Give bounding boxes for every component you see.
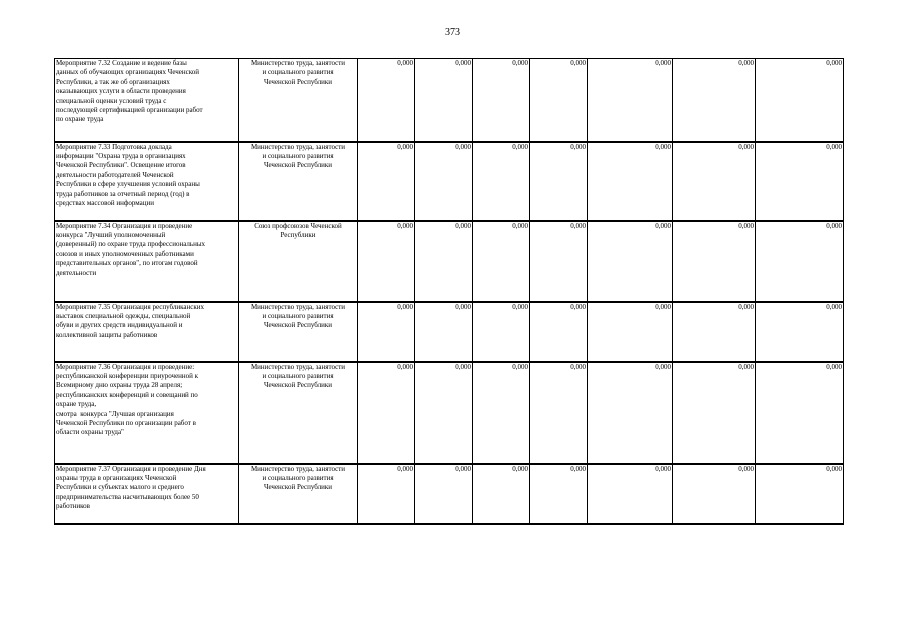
measure-description-line: Чеченской Республики по организации работ в xyxy=(56,418,196,427)
measure-description-line: деятельности работодателей Чеченской xyxy=(56,170,174,179)
funding-value-cell: 0,000 xyxy=(588,59,673,142)
measure-description-line: Республики в сфере улучшения условий охраны xyxy=(56,180,200,189)
executor-line: Чеченской Республики xyxy=(263,161,333,170)
funding-value-cell: 0,000 xyxy=(673,221,756,302)
funding-value-cell: 0,000 xyxy=(415,302,473,362)
funding-value-cell: 0,000 xyxy=(358,142,415,221)
funding-value-cell: 0,000 xyxy=(756,362,844,464)
measure-description-line: области охраны труда" xyxy=(56,428,124,437)
measure-description-cell xyxy=(55,221,239,302)
funding-value-cell: 0,000 xyxy=(473,59,530,142)
table-row xyxy=(55,464,844,524)
executor-line: Чеченской Республики xyxy=(263,381,333,390)
executor-line: и социального развития xyxy=(262,151,334,160)
table-row xyxy=(55,142,844,221)
measure-description-cell xyxy=(55,362,239,464)
measure-description-line: средствах массовой информации xyxy=(56,198,155,207)
funding-value-cell: 0,000 xyxy=(673,464,756,524)
measure-description-line: Республики и субъектах малого и среднего xyxy=(56,483,184,492)
executor-cell xyxy=(239,142,358,221)
measure-description-line: последующей сертификацией организации работ xyxy=(56,106,203,115)
measure-description-line: конкурса "Лучший уполномоченный xyxy=(56,230,166,239)
measure-description-line: специальной оценки условий труда с xyxy=(56,96,167,105)
measure-description-line: Мероприятие 7.36 Организация и проведение: xyxy=(56,362,195,371)
funding-value-cell: 0,000 xyxy=(588,362,673,464)
measure-description-line: республиканских конференций и совещаний по xyxy=(56,390,198,399)
measure-description-line: Мероприятие 7.34 Организация и проведение xyxy=(56,221,193,230)
table-row xyxy=(55,362,844,464)
funding-value-cell: 0,000 xyxy=(756,59,844,142)
measure-description-line: работников xyxy=(56,502,90,511)
funding-value-cell: 0,000 xyxy=(473,302,530,362)
measure-description-line: Чеченской Республики". Освещение итогов xyxy=(56,161,186,170)
executor-line: Министерство труда, занятости xyxy=(250,464,346,473)
executor-line: Союз профсоюзов Чеченской xyxy=(254,221,342,230)
funding-value-cell: 0,000 xyxy=(588,302,673,362)
funding-value-cell: 0,000 xyxy=(530,302,588,362)
executor-line: Чеченской Республики xyxy=(263,321,333,330)
page-number: 373 xyxy=(445,27,460,38)
measure-description-cell xyxy=(55,302,239,362)
measure-description-line: (доверенный) по охране труда профессиональных xyxy=(56,240,206,249)
table-row xyxy=(55,59,844,142)
measure-description-line: представительных органов", по итогам годовой xyxy=(56,259,198,268)
funding-value-cell: 0,000 xyxy=(358,362,415,464)
funding-value-cell: 0,000 xyxy=(588,464,673,524)
funding-value-cell: 0,000 xyxy=(756,302,844,362)
measure-description-line: информации "Охрана труда в организациях xyxy=(56,151,186,160)
executor-line: Министерство труда, занятости xyxy=(250,362,346,371)
measure-description-line: предпринимательства насчитывающих более 50 xyxy=(56,492,199,501)
funding-value-cell: 0,000 xyxy=(588,142,673,221)
funding-value-cell: 0,000 xyxy=(415,221,473,302)
executor-line: и социального развития xyxy=(262,371,334,380)
measure-description-line: Всемирному дню охраны труда 28 апреля; xyxy=(56,381,183,390)
measure-description-line: по охране труда xyxy=(56,115,104,124)
executor-line: Чеченской Республики xyxy=(263,483,333,492)
measure-description-line: оказывающих услуги в области проведения xyxy=(56,87,186,96)
measure-description-line: выставок специальной одежды, специальной xyxy=(56,311,191,320)
funding-value-cell: 0,000 xyxy=(756,464,844,524)
funding-value-cell: 0,000 xyxy=(756,142,844,221)
measure-description-line: республиканской конференции приуроченной к xyxy=(56,371,199,380)
funding-value-cell: 0,000 xyxy=(530,464,588,524)
funding-value-cell: 0,000 xyxy=(756,221,844,302)
measure-description-line: данных об обучающих организациях Чеченской xyxy=(56,68,200,77)
measure-description-cell xyxy=(55,142,239,221)
funding-value-cell: 0,000 xyxy=(473,362,530,464)
measure-description-cell xyxy=(55,464,239,524)
executor-cell xyxy=(239,302,358,362)
measure-description-line: смотра конкурса "Лучшая организация xyxy=(56,409,174,418)
funding-value-cell: 0,000 xyxy=(530,142,588,221)
funding-value-cell: 0,000 xyxy=(673,59,756,142)
executor-cell xyxy=(239,362,358,464)
executor-line: и социального развития xyxy=(262,473,334,482)
table-row xyxy=(55,302,844,362)
funding-value-cell: 0,000 xyxy=(673,302,756,362)
executor-cell xyxy=(239,59,358,142)
executor-line: и социального развития xyxy=(262,68,334,77)
executor-line: Министерство труда, занятости xyxy=(250,302,346,311)
funding-value-cell: 0,000 xyxy=(673,362,756,464)
funding-value-cell: 0,000 xyxy=(358,464,415,524)
measure-description-line: Республики, а так же об организациях xyxy=(56,77,170,86)
measure-description-line: союзов и иных уполномоченных работниками xyxy=(56,249,194,258)
measure-description-line: коллективной защиты работников xyxy=(56,330,158,339)
funding-value-cell: 0,000 xyxy=(415,464,473,524)
funding-value-cell: 0,000 xyxy=(530,221,588,302)
measure-description-line: деятельности xyxy=(56,268,97,277)
measure-description-line: обуви и других средств индивидуальной и xyxy=(56,321,183,330)
measure-description-line: Мероприятие 7.33 Подготовка доклада xyxy=(56,142,172,151)
measure-description-line: Мероприятие 7.37 Организация и проведение Дня xyxy=(56,464,206,473)
table-body xyxy=(55,59,844,524)
executor-line: Республики xyxy=(280,230,316,239)
executor-cell xyxy=(239,221,358,302)
funding-value-cell: 0,000 xyxy=(673,142,756,221)
funding-value-cell: 0,000 xyxy=(358,59,415,142)
funding-value-cell: 0,000 xyxy=(415,362,473,464)
measure-description-line: охраны труда в организациях Чеченской xyxy=(56,473,177,482)
budget-table xyxy=(54,58,844,525)
executor-line: Министерство труда, занятости xyxy=(250,142,346,151)
funding-value-cell: 0,000 xyxy=(415,59,473,142)
funding-value-cell: 0,000 xyxy=(530,59,588,142)
funding-value-cell: 0,000 xyxy=(530,362,588,464)
executor-line: Чеченской Республики xyxy=(263,77,333,86)
funding-value-cell: 0,000 xyxy=(588,221,673,302)
executor-cell xyxy=(239,464,358,524)
funding-value-cell: 0,000 xyxy=(473,464,530,524)
measure-description-line: охране труда, xyxy=(56,400,97,409)
measure-description-cell xyxy=(55,59,239,142)
table-row xyxy=(55,221,844,302)
measure-description-line: Мероприятие 7.35 Организация республиканских xyxy=(56,302,205,311)
executor-line: Министерство труда, занятости xyxy=(250,59,346,67)
funding-value-cell: 0,000 xyxy=(473,221,530,302)
measure-description-line: Мероприятие 7.32 Создание и ведение базы xyxy=(56,59,187,67)
executor-line: и социального развития xyxy=(262,311,334,320)
funding-value-cell: 0,000 xyxy=(473,142,530,221)
measure-description-line: труда работников за отчетный период (год) в xyxy=(56,189,190,198)
funding-value-cell: 0,000 xyxy=(415,142,473,221)
funding-value-cell: 0,000 xyxy=(358,302,415,362)
funding-value-cell: 0,000 xyxy=(358,221,415,302)
